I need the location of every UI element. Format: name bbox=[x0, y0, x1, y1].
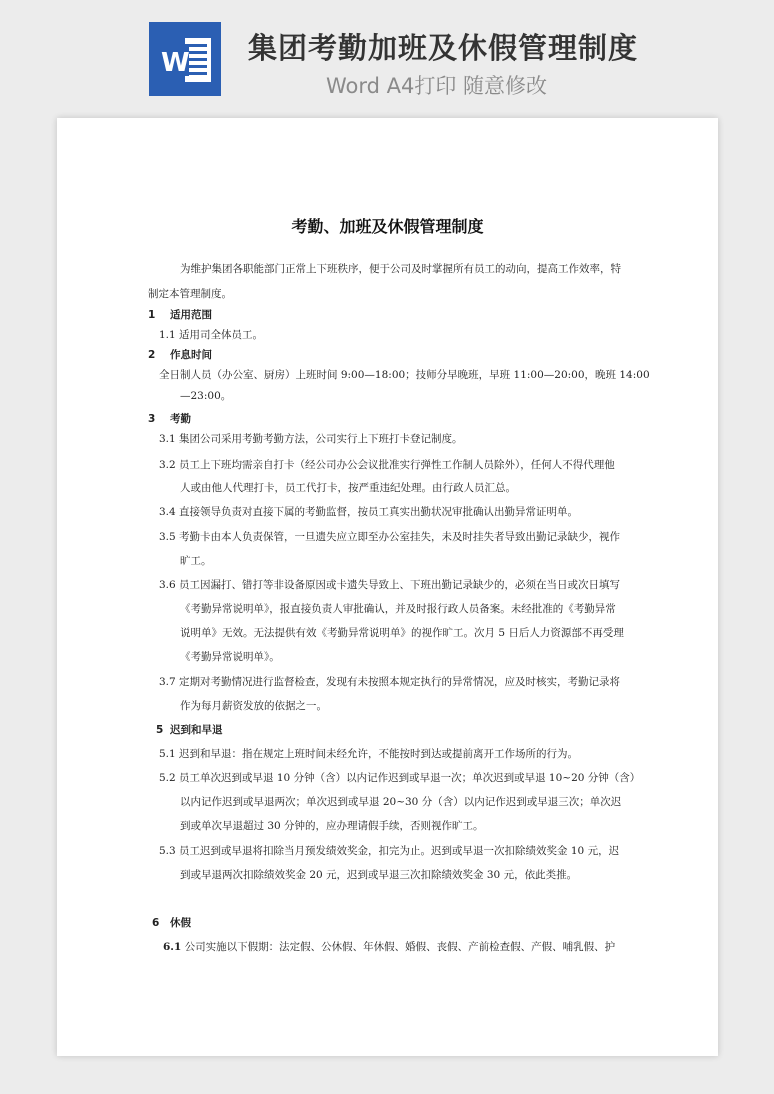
word-document-icon bbox=[149, 22, 221, 96]
paragraph-line: 作为每月薪资发放的依据之一。 bbox=[180, 700, 327, 712]
paragraph-line: 3.6 员工因漏打、错打等非设备原因或卡遗失导致上、下班出勤记录缺少的，必须在当日或次日填写 bbox=[159, 579, 621, 591]
paragraph-line: 3.1 集团公司采用考勤考勤方法，公司实行上下班打卡登记制度。 bbox=[159, 433, 463, 445]
header bbox=[0, 0, 774, 118]
paragraph-line: 以内记作迟到或早退两次；单次迟到或早退 20~30 分（含）以内记作迟到或早退三次；单次迟 bbox=[180, 796, 622, 808]
document-title: 考勤、加班及休假管理制度 bbox=[291, 217, 484, 236]
paragraph-line: 《考勤异常说明单》，报直接负责人审批确认，并及时报行政人员备案。未经批准的《考勤异常 bbox=[180, 603, 616, 615]
paragraph-line: 3.4 直接领导负责对直接下属的考勤监督，按员工真实出勤状况审批确认出勤异常证明单。 bbox=[159, 506, 579, 518]
section-heading: 6 休假 bbox=[152, 917, 191, 929]
paragraph-line: 人或由他人代理打卡，员工代打卡，按严重违纪处理。由行政人员汇总。 bbox=[180, 482, 516, 494]
paragraph-line: 说明单》无效。无法提供有效《考勤异常说明单》的视作旷工。次月 5 日后人力资源部不再受理 bbox=[180, 627, 624, 639]
paragraph-line: 到或单次早退超过 30 分钟的，应办理请假手续，否则视作旷工。 bbox=[180, 820, 484, 832]
section-heading: 5 迟到和早退 bbox=[156, 724, 223, 736]
svg-text:W: W bbox=[161, 48, 190, 78]
paragraph-line: 《考勤异常说明单》。 bbox=[180, 651, 280, 663]
paragraph-line: 3.5 考勤卡由本人负责保管，一旦遗失应立即至办公室挂失，未及时挂失者导致出勤记录缺少，视作 bbox=[159, 531, 621, 543]
intro-line: 为维护集团各职能部门正常上下班秩序，便于公司及时掌握所有员工的动向，提高工作效率，特 bbox=[180, 263, 621, 275]
paragraph-line: 5.1 迟到和早退：指在规定上班时间未经允许，不能按时到达或提前离开工作场所的行为。 bbox=[159, 748, 579, 760]
paragraph-line: 旷工。 bbox=[180, 555, 212, 567]
paragraph-line: 6.1 公司实施以下假期：法定假、公休假、年休假、婚假、丧假、产前检查假、产假、哺乳假、护 bbox=[163, 941, 616, 953]
paragraph-line: —23:00。 bbox=[180, 390, 232, 402]
paragraph-line: 3.2 员工上下班均需亲自打卡（经公司办公会议批准实行弹性工作制人员除外），任何人不得代理他 bbox=[159, 459, 615, 471]
page-title: 集团考勤加班及休假管理制度 bbox=[248, 31, 639, 65]
paragraph-line: 3.7 定期对考勤情况进行监督检查，发现有未按照本规定执行的异常情况，应及时核实，考勤记录将 bbox=[159, 676, 621, 688]
paragraph-line: 5.2 员工单次迟到或早退 10 分钟（含）以内记作迟到或早退一次；单次迟到或早退 10~20 分钟（含） bbox=[159, 772, 641, 784]
section-heading: 3 考勤 bbox=[148, 413, 191, 425]
section-heading: 2 作息时间 bbox=[148, 349, 212, 361]
document-page bbox=[57, 118, 718, 1056]
paragraph-line: 5.3 员工迟到或早退将扣除当月预发绩效奖金，扣完为止。迟到或早退一次扣除绩效奖金 10 元，迟 bbox=[159, 845, 620, 857]
paragraph-line: 1.1 适用司全体员工。 bbox=[159, 329, 264, 341]
page-subtitle: Word A4打印 随意修改 bbox=[326, 74, 548, 98]
paragraph-line: 全日制人员（办公室、厨房）上班时间 9:00—18:00；技师分早晚班，早班 11:00—20:00，晚班 14:00 bbox=[159, 369, 650, 381]
paragraph-line: 到或早退两次扣除绩效奖金 20 元，迟到或早退三次扣除绩效奖金 30 元，依此类推。 bbox=[180, 869, 578, 881]
section-heading: 1 适用范围 bbox=[148, 309, 212, 321]
intro-line: 制定本管理制度。 bbox=[148, 288, 232, 300]
